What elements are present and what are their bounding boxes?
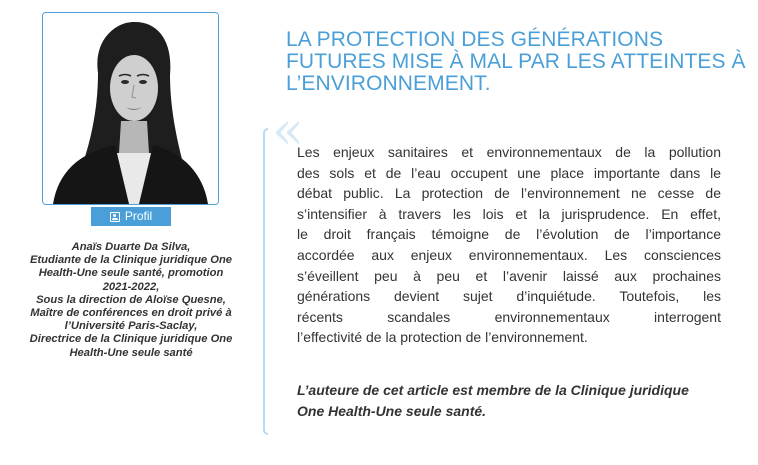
author-caption — [10, 241, 252, 360]
caption-line: Etudiante de la Clinique juridique One — [29, 254, 232, 267]
profile-button[interactable] — [91, 207, 171, 226]
caption-line: 2021-2022, — [102, 280, 160, 293]
summary-line: débat public. La protection de l’environnement ne cesse de — [297, 185, 721, 202]
summary-line: générations devient sujet d’inquiétude. Toutefois, les — [297, 288, 721, 305]
summary-line: accordée aux enjeux environnementaux. Les consciences — [297, 246, 721, 263]
quote-border — [263, 128, 268, 435]
summary-line: récents scandales environnementaux interrogent — [297, 308, 721, 325]
note-line: L’auteure de cet article est membre de la Clinique juridique — [297, 382, 689, 398]
article-summary — [297, 142, 721, 348]
title-line: LA PROTECTION DES GÉNÉRATIONS — [286, 28, 664, 51]
caption-line: Directrice de la Clinique juridique One — [29, 333, 233, 346]
caption-line: Maître de conférences en droit privé à — [30, 307, 232, 320]
title-line: FUTURES MISE À MAL PAR LES ATTEINTES À — [286, 50, 746, 73]
summary-line: l’effectivité de la protection de l’environnement. — [297, 329, 588, 346]
summary-line: s’éveillent peu à peu et l’avenir laissé aux prochaines — [297, 267, 721, 284]
caption-line: Sous la direction de Aloïse Quesne, — [36, 293, 226, 306]
caption-line: l’Université Paris-Saclay, — [64, 320, 198, 333]
article-title — [286, 29, 756, 95]
user-card-icon — [110, 212, 120, 222]
profile-button-label: Profil — [124, 209, 153, 223]
caption-line: Anaïs Duarte Da Silva, — [71, 241, 191, 253]
title-line: L’ENVIRONNEMENT. — [286, 72, 491, 95]
quote-mark-icon: « — [272, 101, 304, 161]
portrait-image — [43, 13, 218, 204]
summary-line: le droit français témoigne de l’évolution de l’importance — [297, 226, 721, 243]
caption-line: Health-Une seule santé, promotion — [38, 267, 224, 280]
summary-line: s’intensifier à travers les lois et la jurisprudence. En effet, — [297, 205, 721, 222]
caption-line: Health-Une seule santé — [69, 346, 193, 359]
summary-line: des sols et de l’eau occupent une place importante dans le — [297, 164, 721, 181]
summary-line: Les enjeux sanitaires et environnementaux de la pollution — [297, 144, 721, 160]
author-photo — [42, 12, 219, 205]
note-line: One Health-Une seule santé. — [297, 402, 487, 419]
author-note — [297, 380, 737, 421]
